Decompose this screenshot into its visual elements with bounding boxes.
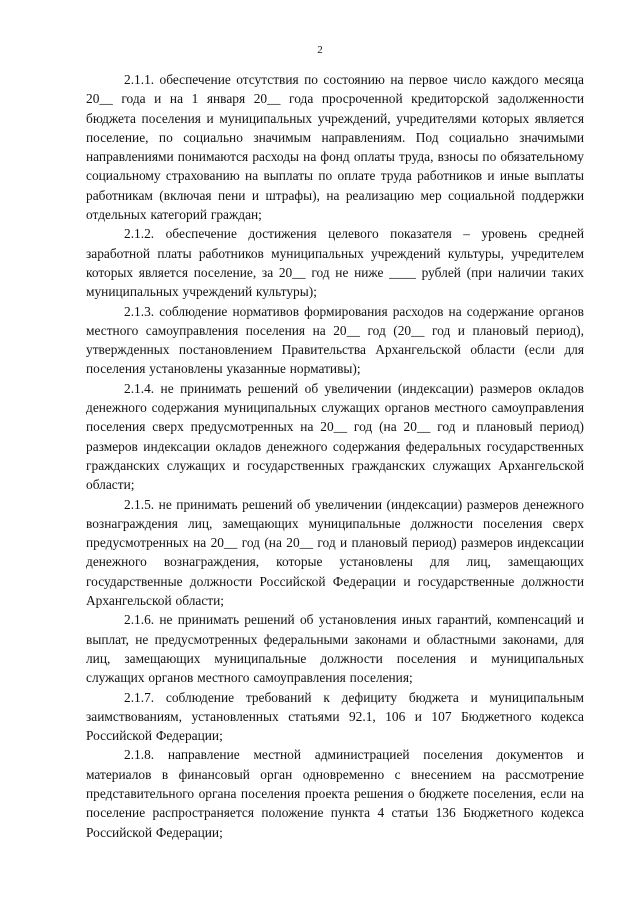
paragraph-2-1-2: 2.1.2. обеспечение достижения целевого показателя – уровень средней заработной платы работников муниципальных учреждений культуры, учредителем которых является поселение, за 20__ год не ниже ____ рублей (при наличии таких муниципальных учреждений культуры); <box>86 226 584 300</box>
paragraph-2-1-6: 2.1.6. не принимать решений об установления иных гарантий, компенсаций и выплат, не предусмотренных федеральными законами и областными законами, для лиц, замещающих муниципальные должности поселения и муниципальных служащих органов местного самоуправления поселения; <box>86 612 584 686</box>
paragraph-2-1-1: 2.1.1. обеспечение отсутствия по состоянию на первое число каждого месяца 20__ года и на 1 января 20__ года просроченной кредиторской задолженности бюджета поселения и муниципальных учреждений, учредителями которых является поселение, по социально значимым направлениям. Под социально значимыми направлениями понимаются расходы на фонд оплаты труда, взносы по обязательному социальному страхованию на выплаты по оплате труда работников и иные выплаты работникам (включая пени и штрафы), на реализацию мер социальной поддержки отдельных категорий граждан; <box>86 72 584 223</box>
page-number: 2 <box>317 44 323 56</box>
paragraph-2-1-7: 2.1.7. соблюдение требований к дефициту бюджета и муниципальным заимствованиям, установленных статьями 92.1, 106 и 107 Бюджетного кодекса Российской Федерации; <box>86 689 584 744</box>
paragraph-2-1-8: 2.1.8. направление местной администрацией поселения документов и материалов в финансовый орган одновременно с внесением на рассмотрение представительного органа поселения проекта решения о бюджете поселения, если на поселение распространяется положение пункта 4 статьи 136 Бюджетного кодекса Российской Федерации; <box>86 747 584 840</box>
document-body <box>86 70 584 842</box>
paragraph-2-1-3: 2.1.3. соблюдение нормативов формирования расходов на содержание органов местного самоуправления поселения на 20__ год (20__ год и плановый период), утвержденных постановлением Правительства Архангельской области (если для поселения установлены указанные нормативы); <box>86 303 584 377</box>
paragraph-2-1-4: 2.1.4. не принимать решений об увеличении (индексации) размеров окладов денежного содержания муниципальных служащих органов местного самоуправления поселения сверх предусмотренных на 20__ год (на 20__ год и плановый период) размеров индексации окладов денежного содержания федеральных государственных гражданских служащих и государственных гражданских служащих Архангельской области; <box>86 380 584 493</box>
paragraph-2-1-5: 2.1.5. не принимать решений об увеличении (индексации) размеров денежного вознаграждения лиц, замещающих муниципальные должности поселения сверх предусмотренных на 20__ год (на 20__ год и плановый период) размеров индексации денежного вознаграждения, которые установлены для лиц, замещающих государственные должности Российской Федерации и государственные должности Архангельской области; <box>86 496 584 609</box>
